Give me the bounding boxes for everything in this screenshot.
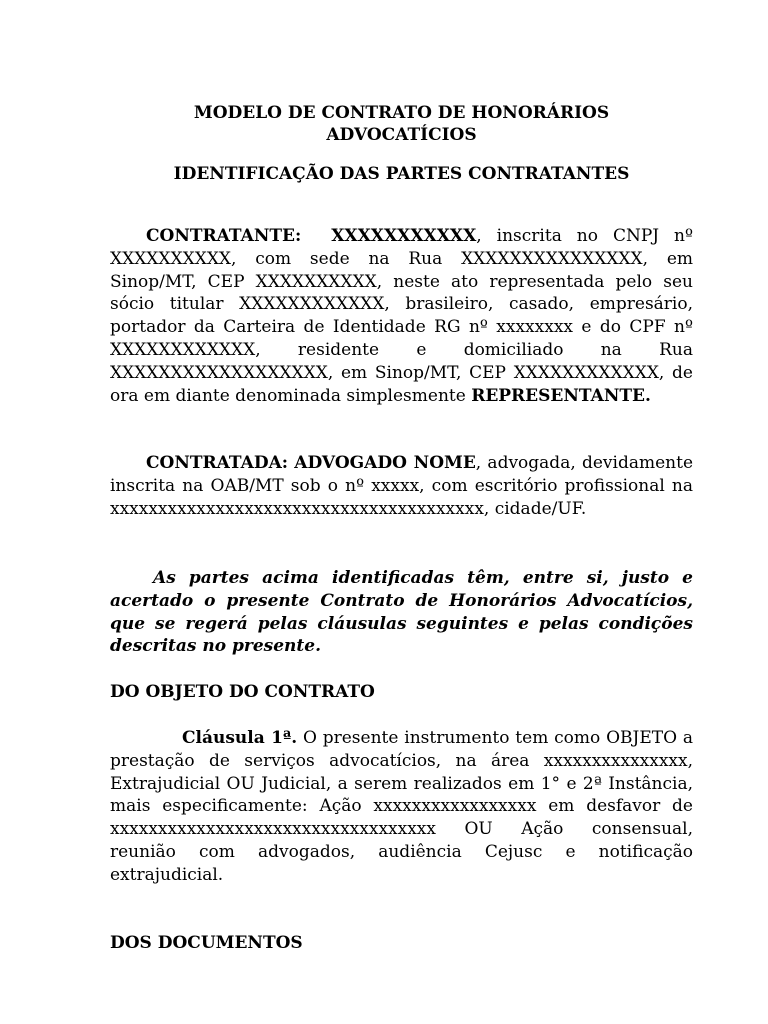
section-heading-object: DO OBJETO DO CONTRATO: [110, 682, 375, 702]
document-title: [110, 102, 693, 146]
contratante-text: , inscrita no CNPJ nº XXXXXXXXXX, com sede na Rua XXXXXXXXXXXXXXX, em Sinop/MT, CEP XXXXXXXXXX, neste ato representada pelo seu sócio titular XXXXXXXXXXXX, brasileiro, casado, empresário, portador da Carteira de Identidade RG nº xxxxxxxx e do CPF nº XXXXXXXXXXXX, residente e domiciliado na Rua XXXXXXXXXXXXXXXXXX, em Sinop/MT, CEP XXXXXXXXXXXX, de ora em diante denominada simplesmente: [110, 226, 693, 406]
clause-1-text: O presente instrumento tem como OBJETO a prestação de serviços advocatícios, na área xxxxxxxxxxxxxxx, Extrajudicial OU Judicial, a serem realizados em 1° e 2ª Instância, mais especificamente: Ação xxxxxxxxxxxxxxxxx em desfavor de xxxxxxxxxxxxxxxxxxxxxxxxxxxxxxxxxx OU Ação consensual, reunião com advogados, audiência Cejusc e notificação extrajudicial.: [110, 728, 693, 885]
contratante-role: REPRESENTANTE.: [471, 385, 651, 406]
contratada-label: CONTRATADA:: [146, 453, 289, 473]
parties-statement: [110, 567, 693, 658]
clause-1-paragraph: [110, 727, 693, 887]
contratante-paragraph: [110, 225, 693, 407]
contratada-text: , advogada, devidamente inscrita na OAB/MT sob o nº xxxxx, com escritório profissional na xxxxxxxxxxxxxxxxxxxxxxxxxxxxxxxxxxxxxxx, cidade/UF.: [110, 453, 693, 519]
contratada-name: ADVOGADO NOME: [294, 453, 476, 473]
title-line-2: ADVOCATÍCIOS: [326, 125, 477, 145]
contratante-label: CONTRATANTE:: [146, 226, 302, 246]
parties-statement-text: As partes acima identificadas têm, entre si, justo e acertado o presente Contrato de Honorários Advocatícios, que se regerá pelas cláusulas seguintes e pelas condições descritas no presente.: [110, 568, 693, 657]
clause-1-label: Cláusula 1ª.: [182, 728, 298, 748]
contratada-paragraph: [110, 452, 693, 520]
title-line-1: MODELO DE CONTRATO DE HONORÁRIOS: [193, 103, 610, 123]
section-title-parties: IDENTIFICAÇÃO DAS PARTES CONTRATANTES: [173, 164, 630, 184]
section-heading-documents: DOS DOCUMENTOS: [110, 933, 303, 953]
contratante-name: XXXXXXXXXXX: [331, 226, 477, 246]
